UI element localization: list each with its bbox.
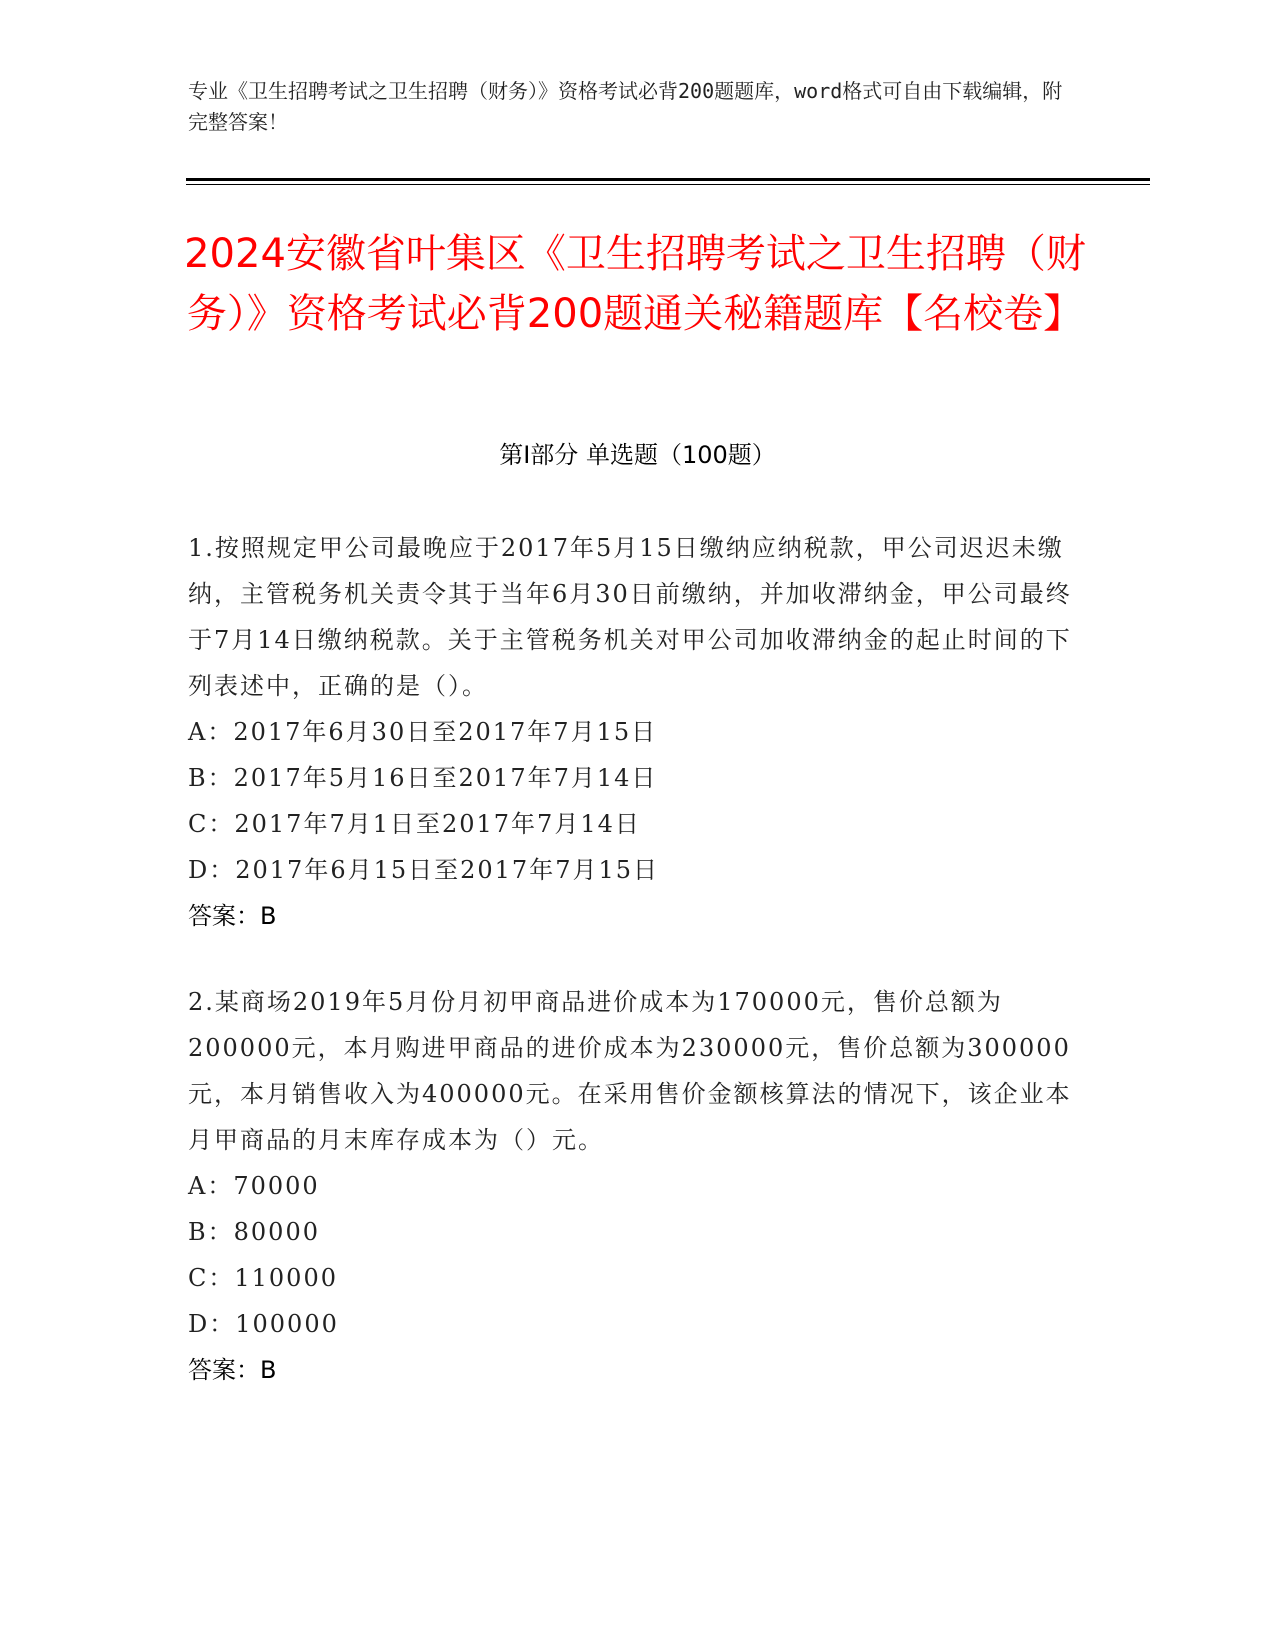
question-1	[188, 525, 1078, 939]
option-b: B：80000	[188, 1218, 320, 1246]
header-divider-thick	[186, 178, 1150, 181]
question-stem: 1.按照规定甲公司最晚应于2017年5月15日缴纳应纳税款，甲公司迟迟未缴纳，主管税务机关责令其于当年6月30日前缴纳，并加收滞纳金，甲公司最终于7月14日缴纳税款。关于主管税务机关对甲公司加收滞纳金的起止时间的下列表述中，正确的是（）。	[188, 534, 1072, 700]
option-d: D：2017年6月15日至2017年7月15日	[188, 856, 660, 884]
document-title: 2024安徽省叶集区《卫生招聘考试之卫生招聘（财务）》资格考试必背200题通关秘籍题库【名校卷】	[184, 231, 1086, 337]
answer: 答案：B	[188, 902, 277, 930]
question-stem: 2.某商场2019年5月份月初甲商品进价成本为170000元，售价总额为200000元，本月购进甲商品的进价成本为230000元，售价总额为300000元，本月销售收入为400000元。在采用售价金额核算法的情况下，该企业本月甲商品的月末库存成本为（）元。	[188, 988, 1072, 1154]
answer: 答案：B	[188, 1356, 277, 1384]
option-d: D：100000	[188, 1310, 339, 1338]
option-b: B：2017年5月16日至2017年7月14日	[188, 764, 658, 792]
option-c: C：110000	[188, 1264, 338, 1292]
section-heading: 第Ⅰ部分 单选题（100题）	[499, 441, 776, 469]
header-divider-thin	[186, 184, 1150, 185]
header-note: 专业《卫生招聘考试之卫生招聘（财务）》资格考试必背200题题库，word格式可自由下载编辑，附完整答案！	[188, 79, 1063, 134]
option-c: C：2017年7月1日至2017年7月14日	[188, 810, 641, 838]
option-a: A：2017年6月30日至2017年7月15日	[188, 718, 658, 746]
question-2	[188, 979, 1078, 1393]
option-a: A：70000	[188, 1172, 320, 1200]
